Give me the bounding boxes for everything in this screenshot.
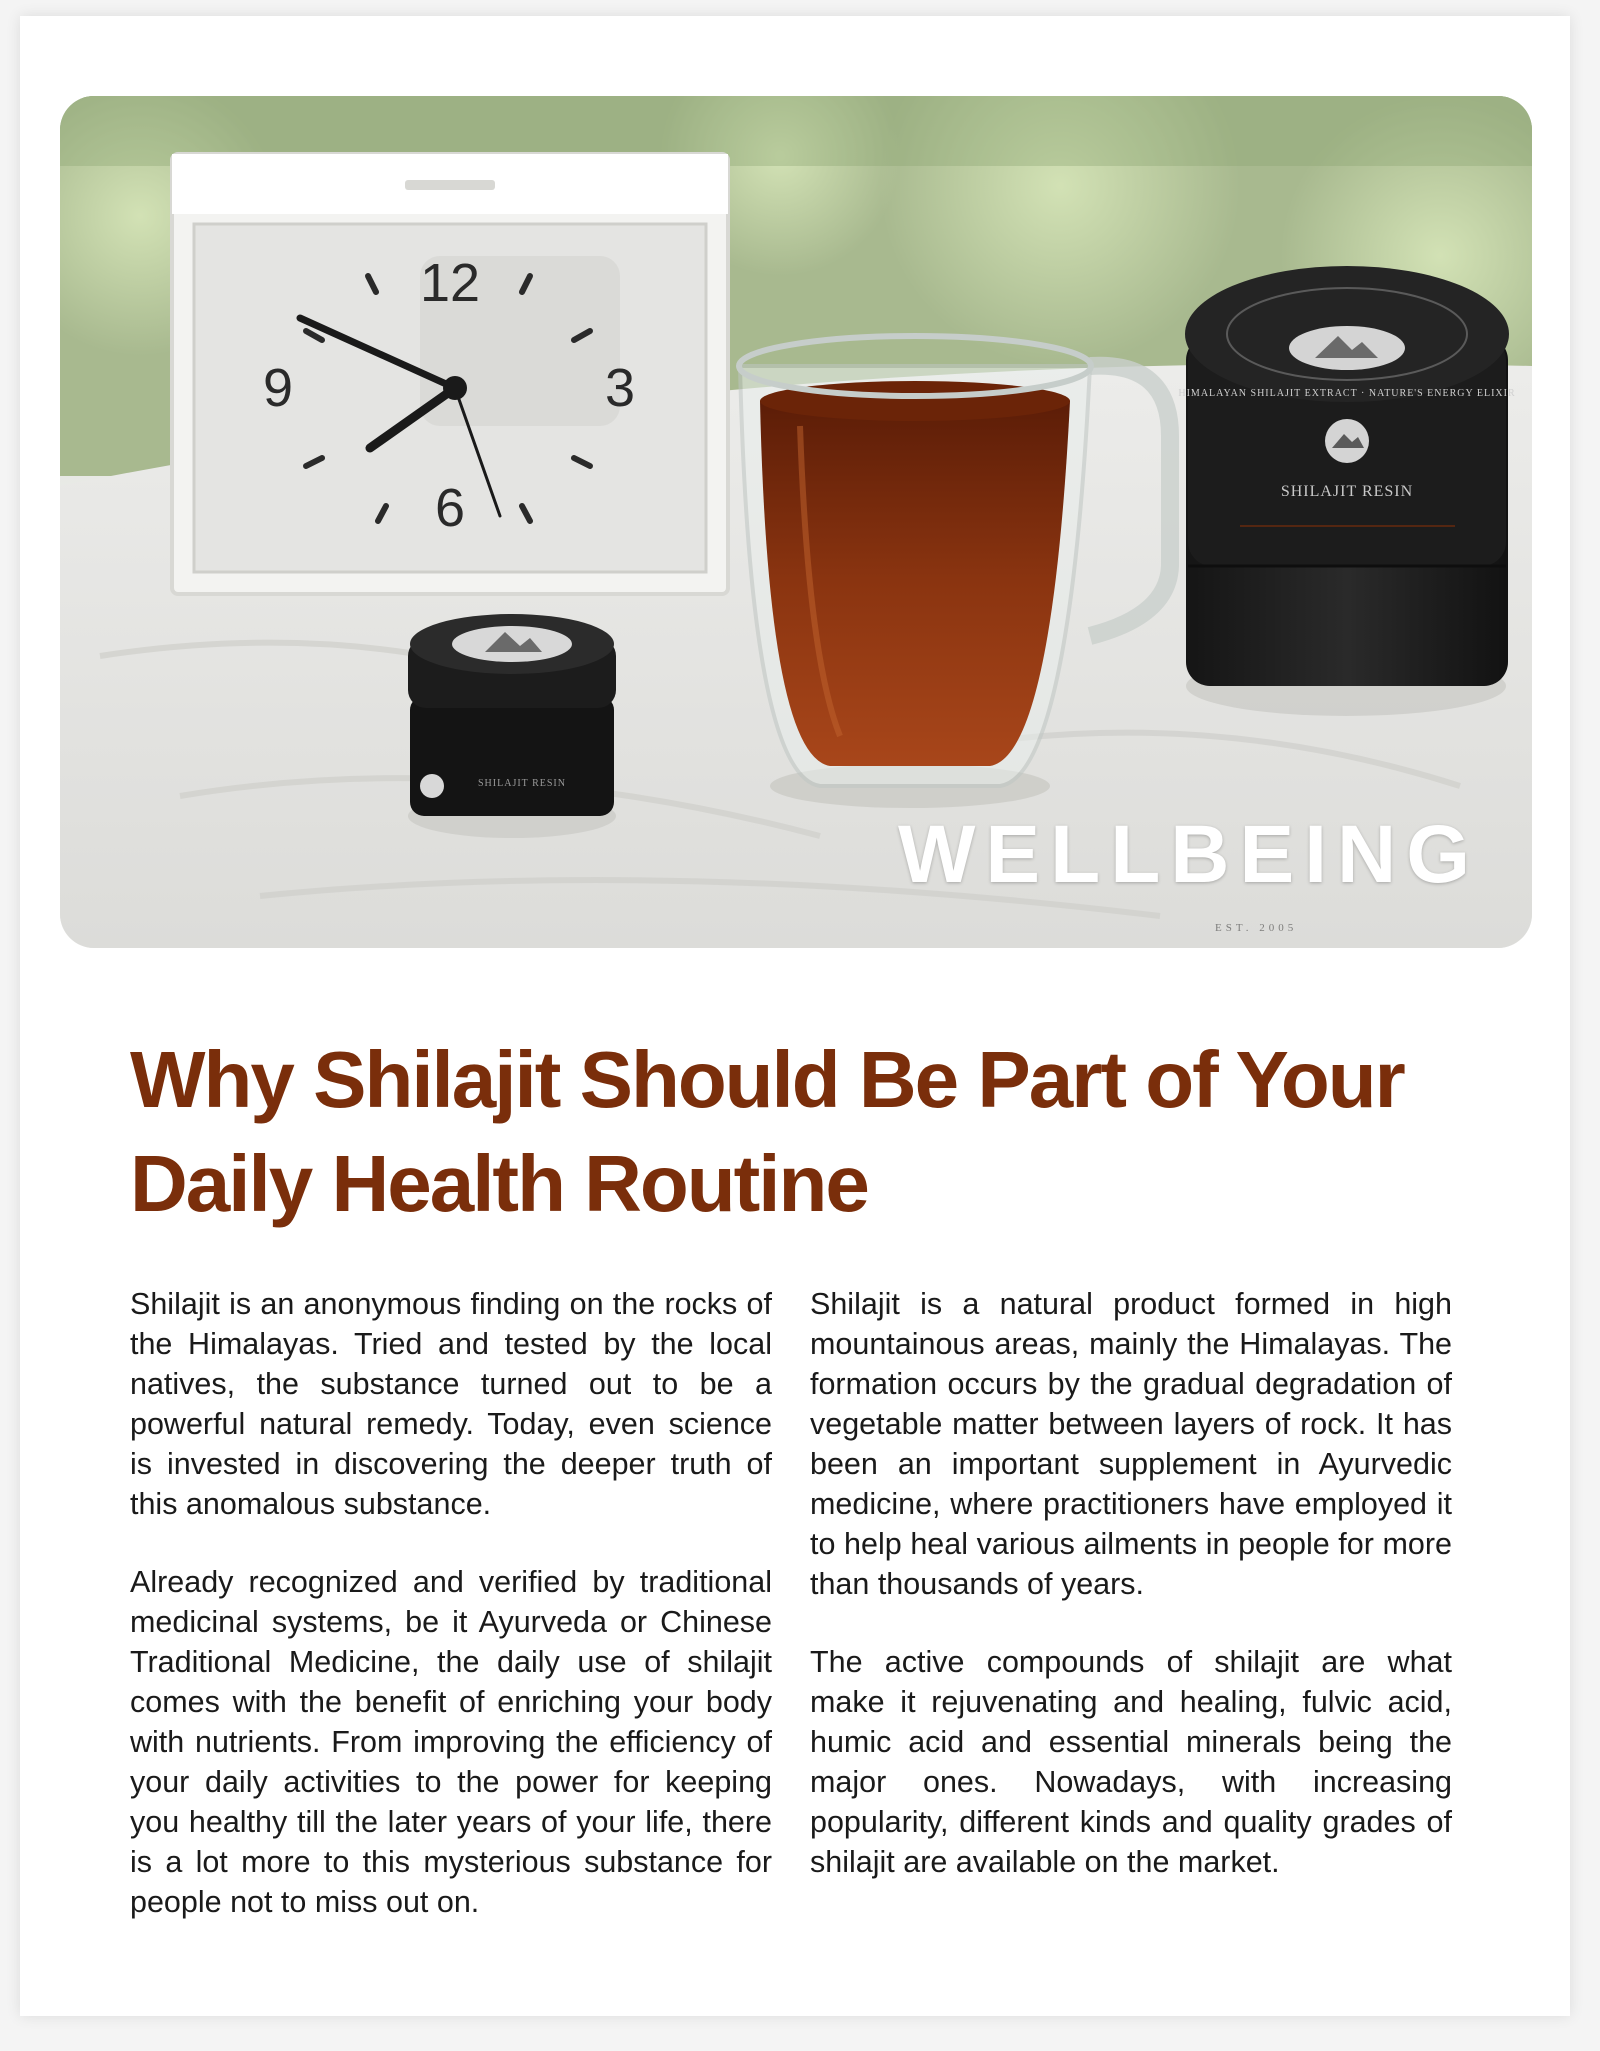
canister-ring-text: HIMALAYAN SHILAJIT EXTRACT · NATURE'S ENERGY ELIXIR [1178,388,1516,399]
clock-numeral-9: 9 [262,358,294,418]
article-paragraph: Shilajit is an anonymous finding on the rocks of the Himalayas. Tried and tested by the local natives, the substance turned out to be a powerful natural remedy. Today, even science is invested in discovering the deeper truth of this anomalous substance. [130,1287,772,1521]
article-paragraph: Already recognized and verified by traditional medicinal systems, be it Ayurveda or Chinese Traditional Medicine, the daily use of shilajit comes with the benefit of enriching your body with nutrients. From improving the efficiency of your daily activities to the power for keeping you healthy till the later years of your life, there is a lot more to this mysterious substance for people not to miss out on. [130,1565,772,1919]
canister-label: SHILAJIT RESIN [1280,483,1414,500]
clock-numeral-12: 12 [419,253,481,313]
wellbeing-brand-logo: WELLBEING [898,809,1480,900]
hero-photo [60,96,1532,948]
clock-numeral-6: 6 [434,478,466,538]
magazine-page [20,16,1570,2016]
clock-numeral-3: 3 [604,358,636,418]
clock-illustration [172,154,728,594]
brand-est-label: EST. 2005 [1215,922,1298,934]
resin-canister-illustration [1178,266,1515,716]
article-title: Why Shilajit Should Be Part of Your Daily Health Routine [130,1035,1404,1228]
resin-jar-illustration [408,614,616,838]
jar-label: SHILAJIT RESIN [478,778,566,789]
article-column-left [130,1284,772,1960]
article-paragraph: Shilajit is a natural product formed in high mountainous areas, mainly the Himalayas. The formation occurs by the gradual degradation of vegetable matter between layers of rock. It has been an important supplement in Ayurvedic medicine, where practitioners have employed it to help heal various ailments in people for more than thousands of years. [810,1287,1452,1601]
article-column-right [810,1284,1452,1920]
article-paragraph: The active compounds of shilajit are what make it rejuvenating and healing, fulvic acid, humic acid and essential minerals being the major ones. Nowadays, with increasing popularity, different kinds and quality grades of shilajit are available on the market. [810,1645,1452,1879]
